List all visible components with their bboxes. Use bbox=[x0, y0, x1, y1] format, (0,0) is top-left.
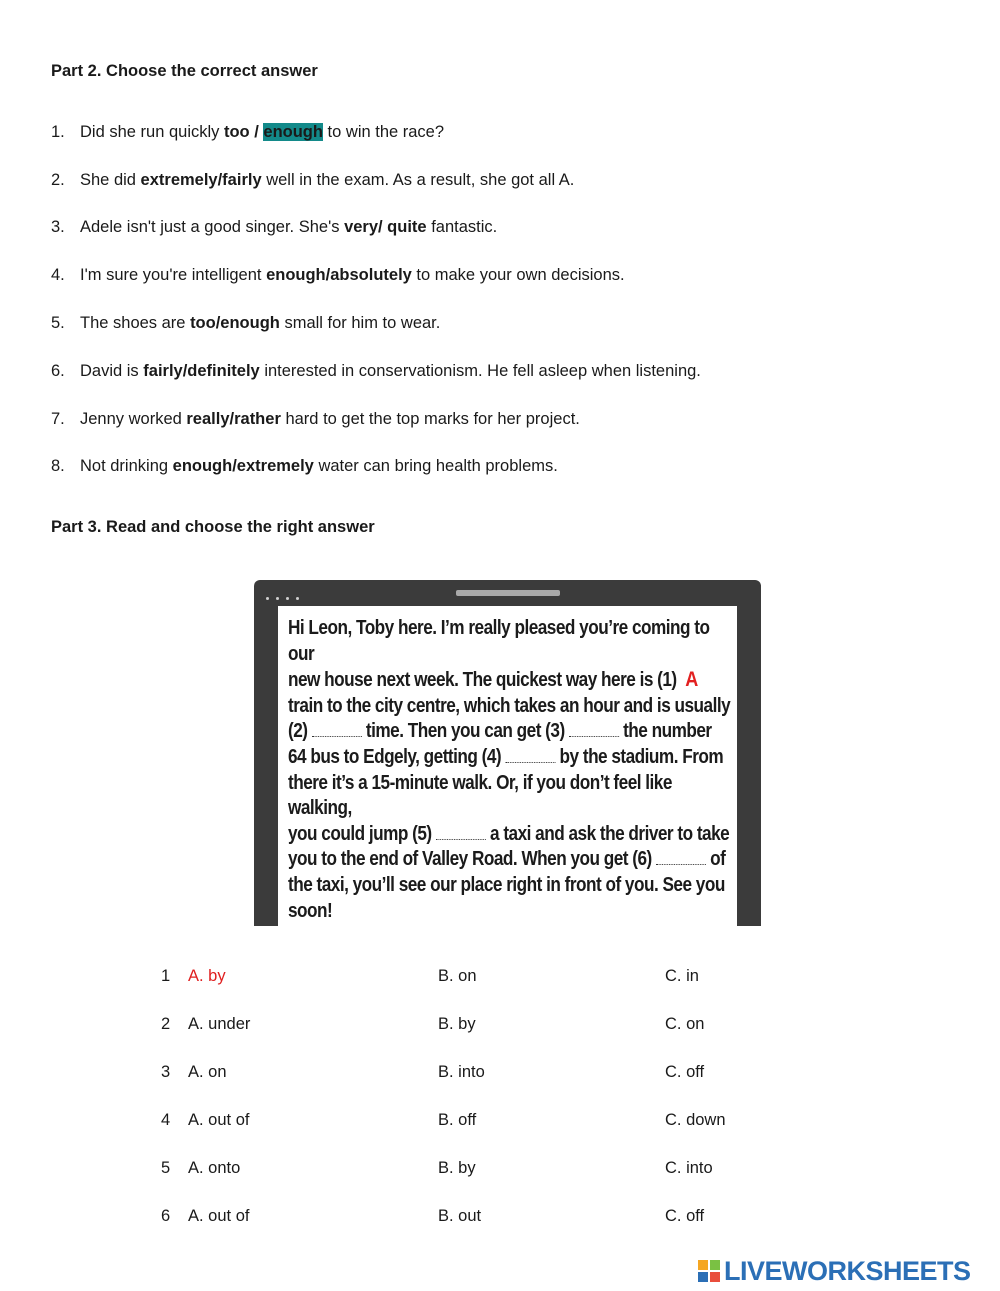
question-3-options[interactable]: very/ quite bbox=[344, 218, 427, 236]
option-1-c[interactable]: C. in bbox=[665, 967, 699, 985]
option-2-b[interactable]: B. by bbox=[438, 1015, 476, 1033]
blank-4[interactable] bbox=[505, 748, 555, 763]
question-8-options[interactable]: enough/extremely bbox=[172, 457, 314, 475]
option-number: 1 bbox=[161, 967, 171, 985]
question-5: 5. The shoes are too/enough small for him to wear. bbox=[51, 314, 441, 332]
option-4-a[interactable]: A. out of bbox=[188, 1111, 250, 1129]
option-5-a[interactable]: A. onto bbox=[188, 1159, 241, 1177]
tablet-speaker bbox=[456, 590, 560, 596]
question-6: 6. David is fairly/definitely interested in conservationism. He fell asleep when listening. bbox=[51, 362, 701, 380]
tablet-dots bbox=[266, 587, 306, 605]
option-1-b[interactable]: B. on bbox=[438, 967, 477, 985]
option-number: 6 bbox=[161, 1207, 171, 1225]
question-5-options[interactable]: too/enough bbox=[190, 314, 280, 332]
question-3: 3. Adele isn't just a good singer. She's very/ quite fantastic. bbox=[51, 218, 498, 236]
option-5-b[interactable]: B. by bbox=[438, 1159, 476, 1177]
option-number: 3 bbox=[161, 1063, 171, 1081]
question-8: 8. Not drinking enough/extremely water can bring health problems. bbox=[51, 457, 558, 475]
option-2-a[interactable]: A. under bbox=[188, 1015, 251, 1033]
question-2: 2. She did extremely/fairly well in the exam. As a result, she got all A. bbox=[51, 171, 575, 189]
option-1-a-selected[interactable]: A. by bbox=[188, 967, 226, 985]
question-7: 7. Jenny worked really/rather hard to get the top marks for her project. bbox=[51, 410, 580, 428]
option-6-c[interactable]: C. off bbox=[665, 1207, 705, 1225]
option-2-c[interactable]: C. on bbox=[665, 1015, 705, 1033]
option-4-c[interactable]: C. down bbox=[665, 1111, 726, 1129]
option-4-b[interactable]: B. off bbox=[438, 1111, 477, 1129]
option-3-a[interactable]: A. on bbox=[188, 1063, 227, 1081]
option-6-b[interactable]: B. out bbox=[438, 1207, 482, 1225]
question-2-options[interactable]: extremely/fairly bbox=[140, 171, 262, 189]
liveworksheets-logo bbox=[698, 1256, 971, 1286]
question-7-options[interactable]: really/rather bbox=[186, 410, 281, 428]
blank-3[interactable] bbox=[569, 722, 619, 737]
blank-5[interactable] bbox=[436, 825, 486, 840]
tablet-screen bbox=[278, 606, 737, 926]
question-1: 1. Did she run quickly too / enough to win the race? bbox=[51, 123, 445, 141]
option-5-c[interactable]: C. into bbox=[665, 1159, 713, 1177]
option-3-b[interactable]: B. into bbox=[438, 1063, 485, 1081]
answer-1-input[interactable]: A bbox=[685, 668, 698, 692]
logo-text: LIVEWORKSHEETS bbox=[724, 1255, 971, 1286]
message-text: Hi Leon, Toby here. I’m really pleased you’re coming to our new house next week. The quickest way here is (1) A train to the city centre, which takes an hour and is usually (2) time. Then you can get (3) the number 64 bus to Edgely, getting (4) by the stadium. From there it’s a 15-minute walk. Or, if you don’t feel like walking, you could jump (5) a taxi and ask the driver to take you to the end of Valley Road. When you get (6) of the taxi, you’ll see our place right in front of you. See you soon! bbox=[288, 617, 731, 922]
option-number: 4 bbox=[161, 1111, 171, 1129]
option-3-c[interactable]: C. off bbox=[665, 1063, 705, 1081]
part3-heading: Part 3. Read and choose the right answer bbox=[51, 518, 375, 536]
part2-heading: Part 2. Choose the correct answer bbox=[51, 62, 318, 80]
option-too[interactable]: too / bbox=[223, 123, 264, 141]
option-enough-selected[interactable]: enough bbox=[263, 123, 323, 141]
blank-6[interactable] bbox=[656, 850, 706, 865]
question-4: 4. I'm sure you're intelligent enough/absolutely to make your own decisions. bbox=[51, 266, 625, 284]
question-4-options[interactable]: enough/absolutely bbox=[266, 266, 412, 284]
option-number: 2 bbox=[161, 1015, 171, 1033]
blank-2[interactable] bbox=[312, 722, 362, 737]
option-6-a[interactable]: A. out of bbox=[188, 1207, 250, 1225]
logo-blocks-icon bbox=[698, 1260, 720, 1282]
option-number: 5 bbox=[161, 1159, 171, 1177]
question-6-options[interactable]: fairly/definitely bbox=[143, 362, 260, 380]
tablet-image bbox=[254, 580, 761, 926]
